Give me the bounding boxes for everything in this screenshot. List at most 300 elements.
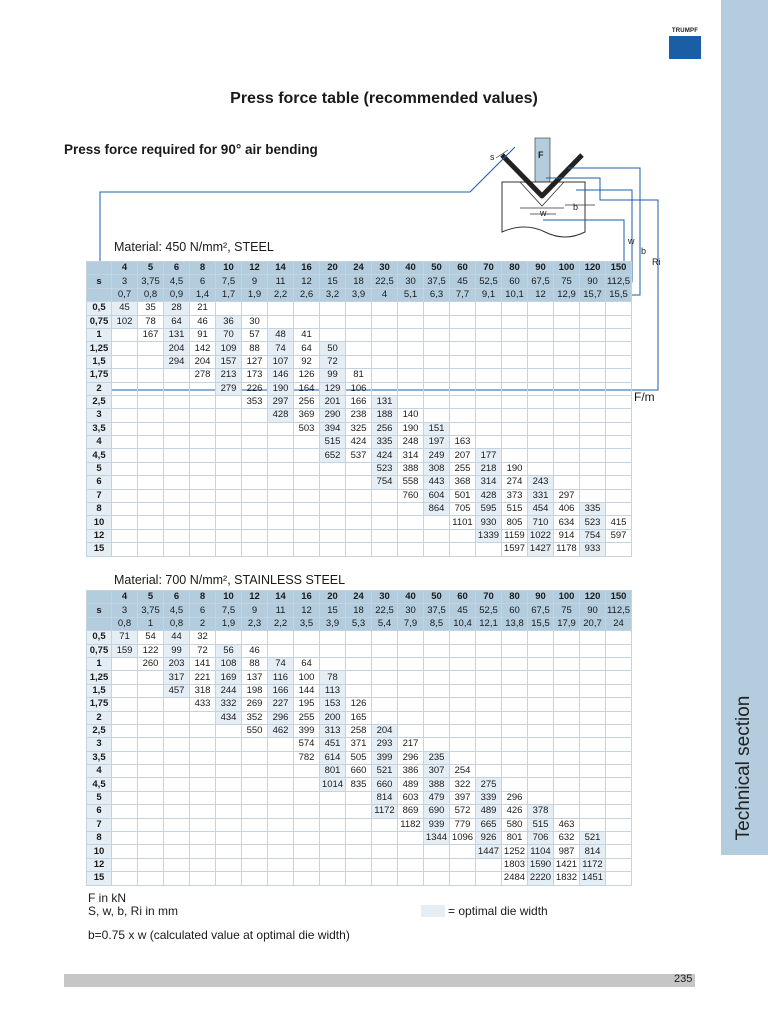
force-cell: 142 (190, 342, 216, 355)
force-cell: 195 (294, 698, 320, 711)
force-cell (450, 355, 476, 368)
header-cell-w: 4 (112, 591, 138, 604)
steel-material-label: Material: 450 N/mm², STEEL (114, 240, 274, 254)
force-cell: 314 (476, 476, 502, 489)
force-cell (164, 369, 190, 382)
force-cell (398, 845, 424, 858)
force-cell (138, 724, 164, 737)
force-cell (554, 698, 580, 711)
table-row (87, 631, 632, 644)
force-cell: 92 (294, 355, 320, 368)
force-cell (294, 462, 320, 475)
force-cell (606, 422, 632, 435)
force-cell (398, 395, 424, 408)
force-cell (190, 476, 216, 489)
force-cell: 368 (450, 476, 476, 489)
force-cell (372, 302, 398, 315)
force-cell: 1022 (528, 529, 554, 542)
force-cell (320, 644, 346, 657)
force-cell (242, 302, 268, 315)
force-cell: 939 (424, 818, 450, 831)
force-cell: 64 (294, 342, 320, 355)
force-cell (112, 369, 138, 382)
formula-note: b=0.75 x w (calculated value at optimal die width) (88, 928, 350, 942)
force-cell (320, 302, 346, 315)
table-row (87, 476, 632, 489)
row-thickness-cell: 0,75 (87, 644, 112, 657)
force-cell (216, 422, 242, 435)
force-cell: 914 (554, 529, 580, 542)
force-cell (242, 476, 268, 489)
header-cell-b: 75 (554, 604, 580, 617)
force-cell (190, 516, 216, 529)
force-cell (112, 791, 138, 804)
force-cell: 201 (320, 395, 346, 408)
header-cell-ri: 10,1 (502, 288, 528, 301)
force-cell: 835 (346, 778, 372, 791)
row-thickness-cell: 5 (87, 791, 112, 804)
force-cell (190, 778, 216, 791)
force-cell: 44 (164, 631, 190, 644)
force-cell (424, 644, 450, 657)
force-cell (216, 449, 242, 462)
force-cell (528, 724, 554, 737)
force-cell: 200 (320, 711, 346, 724)
legend-text: = optimal die width (448, 904, 548, 918)
force-cell (476, 342, 502, 355)
force-cell (242, 543, 268, 556)
force-cell: 1172 (372, 805, 398, 818)
force-cell (580, 369, 606, 382)
force-cell (268, 422, 294, 435)
force-cell: 1172 (580, 858, 606, 871)
table-row (87, 382, 632, 395)
header-cell-ri: 3,5 (294, 617, 320, 630)
force-cell: 204 (372, 724, 398, 737)
force-cell (268, 765, 294, 778)
header-cell-w: 16 (294, 262, 320, 275)
thickness-label: s (490, 152, 495, 162)
header-cell-w: 16 (294, 591, 320, 604)
force-cell: 933 (580, 543, 606, 556)
force-cell (502, 315, 528, 328)
force-cell: 190 (398, 422, 424, 435)
force-cell (450, 422, 476, 435)
force-cell (450, 315, 476, 328)
force-cell (580, 778, 606, 791)
force-cell (580, 698, 606, 711)
force-cell: 127 (242, 355, 268, 368)
header-cell-ri: 7,7 (450, 288, 476, 301)
force-cell (216, 503, 242, 516)
force-cell (554, 355, 580, 368)
force-cell (190, 382, 216, 395)
force-cell: 71 (112, 631, 138, 644)
force-cell (164, 698, 190, 711)
force-cell (216, 805, 242, 818)
header-cell-w: 10 (216, 262, 242, 275)
force-cell (242, 631, 268, 644)
force-cell (242, 805, 268, 818)
header-cell-w: 80 (502, 262, 528, 275)
force-cell (450, 302, 476, 315)
force-cell (424, 516, 450, 529)
header-cell-b: 90 (580, 275, 606, 288)
force-cell: 869 (398, 805, 424, 818)
force-cell (346, 516, 372, 529)
header-cell-ri: 0,8 (164, 617, 190, 630)
force-cell (346, 818, 372, 831)
force-cell (190, 751, 216, 764)
force-cell (138, 369, 164, 382)
force-cell (372, 529, 398, 542)
force-cell (398, 315, 424, 328)
force-cell (424, 302, 450, 315)
force-cell (554, 738, 580, 751)
force-cell (216, 302, 242, 315)
force-cell (398, 503, 424, 516)
force-cell (138, 671, 164, 684)
force-cell (476, 315, 502, 328)
force-cell: 1104 (528, 845, 554, 858)
table-row (87, 832, 632, 845)
force-cell (424, 543, 450, 556)
force-cell (346, 476, 372, 489)
force-cell (450, 543, 476, 556)
force-cell (268, 751, 294, 764)
force-cell (424, 631, 450, 644)
force-cell (164, 422, 190, 435)
force-cell: 433 (190, 698, 216, 711)
row-thickness-cell: 1,75 (87, 698, 112, 711)
table-row (87, 489, 632, 502)
force-cell: 197 (424, 436, 450, 449)
row-thickness-cell: 15 (87, 872, 112, 885)
force-cell: 424 (372, 449, 398, 462)
force-cell (606, 724, 632, 737)
header-cell-b: 7,5 (216, 604, 242, 617)
force-cell (398, 516, 424, 529)
force-cell (424, 711, 450, 724)
header-cell-b: 22,5 (372, 275, 398, 288)
force-cell (528, 355, 554, 368)
force-cell (424, 858, 450, 871)
table-row (87, 858, 632, 871)
force-cell (606, 832, 632, 845)
force-cell (138, 543, 164, 556)
force-cell (346, 489, 372, 502)
row-thickness-cell: 8 (87, 503, 112, 516)
header-cell-w: 50 (424, 262, 450, 275)
force-cell: 116 (268, 671, 294, 684)
force-cell (112, 503, 138, 516)
force-cell: 108 (216, 657, 242, 670)
force-cell (398, 543, 424, 556)
force-cell (398, 724, 424, 737)
force-cell (476, 543, 502, 556)
force-cell (528, 315, 554, 328)
force-cell (164, 503, 190, 516)
force-cell (372, 328, 398, 341)
force-cell (294, 503, 320, 516)
force-cell: 278 (190, 369, 216, 382)
force-cell: 434 (216, 711, 242, 724)
force-cell (294, 543, 320, 556)
header-cell-w: 120 (580, 591, 606, 604)
force-cell (580, 302, 606, 315)
force-cell (450, 342, 476, 355)
force-cell (528, 751, 554, 764)
force-cell (242, 778, 268, 791)
force-cell (294, 858, 320, 871)
header-cell-ri: 2,2 (268, 617, 294, 630)
header-label-cell (87, 591, 112, 604)
force-cell (216, 462, 242, 475)
force-cell (112, 328, 138, 341)
force-cell (502, 409, 528, 422)
force-cell (554, 805, 580, 818)
row-thickness-cell: 3,5 (87, 422, 112, 435)
force-cell (320, 543, 346, 556)
force-cell (138, 516, 164, 529)
header-cell-w: 150 (606, 262, 632, 275)
header-cell-w: 100 (554, 262, 580, 275)
force-cell (580, 342, 606, 355)
force-cell (424, 342, 450, 355)
force-cell: 166 (346, 395, 372, 408)
table-row (87, 791, 632, 804)
length-unit: S, w, b, Ri in mm (88, 904, 179, 918)
force-cell (190, 832, 216, 845)
force-cell (398, 369, 424, 382)
force-cell (294, 765, 320, 778)
header-label-cell (87, 288, 112, 301)
force-cell: 54 (138, 631, 164, 644)
force-cell (216, 489, 242, 502)
force-cell (502, 671, 528, 684)
force-cell: 293 (372, 738, 398, 751)
force-cell (294, 644, 320, 657)
force-cell: 660 (372, 778, 398, 791)
table-row (87, 315, 632, 328)
table-row (87, 355, 632, 368)
force-cell (112, 489, 138, 502)
force-cell (476, 858, 502, 871)
force-cell (268, 832, 294, 845)
force-cell: 462 (268, 724, 294, 737)
force-cell (216, 476, 242, 489)
force-cell (112, 805, 138, 818)
row-thickness-cell: 0,5 (87, 631, 112, 644)
header-cell-w: 5 (138, 591, 164, 604)
force-cell (294, 489, 320, 502)
force-cell: 256 (372, 422, 398, 435)
force-cell: 801 (502, 832, 528, 845)
force-cell (112, 436, 138, 449)
table-row (87, 818, 632, 831)
force-cell (294, 778, 320, 791)
force-cell: 204 (190, 355, 216, 368)
force-cell: 48 (268, 328, 294, 341)
force-cell (216, 395, 242, 408)
force-cell (554, 409, 580, 422)
header-cell-w: 120 (580, 262, 606, 275)
force-cell (112, 698, 138, 711)
force-cell (242, 422, 268, 435)
header-cell-b: 52,5 (476, 604, 502, 617)
force-cell: 275 (476, 778, 502, 791)
row-thickness-cell: 2 (87, 382, 112, 395)
force-cell (450, 872, 476, 885)
force-cell (424, 395, 450, 408)
force-cell (138, 751, 164, 764)
force-cell: 779 (450, 818, 476, 831)
force-cell: 297 (268, 395, 294, 408)
force-cell (138, 395, 164, 408)
force-cell (190, 462, 216, 475)
force-cell: 243 (528, 476, 554, 489)
force-cell: 46 (190, 315, 216, 328)
header-cell-b: 12 (294, 604, 320, 617)
force-cell: 335 (372, 436, 398, 449)
header-cell-w: 8 (190, 591, 216, 604)
force-cell (424, 845, 450, 858)
force-cell (112, 462, 138, 475)
force-cell (268, 738, 294, 751)
row-thickness-cell: 10 (87, 845, 112, 858)
force-cell: 521 (372, 765, 398, 778)
force-cell: 660 (346, 765, 372, 778)
row-thickness-cell: 4 (87, 765, 112, 778)
force-cell (138, 355, 164, 368)
force-cell (268, 818, 294, 831)
force-cell: 1159 (502, 529, 528, 542)
force-cell (606, 872, 632, 885)
force-cell (138, 805, 164, 818)
force-cell (242, 738, 268, 751)
force-cell: 501 (450, 489, 476, 502)
force-cell: 131 (372, 395, 398, 408)
force-cell: 399 (372, 751, 398, 764)
stainless-force-table (86, 590, 632, 886)
force-cell (346, 845, 372, 858)
force-cell: 163 (450, 436, 476, 449)
force-cell: 388 (398, 462, 424, 475)
force-cell: 335 (580, 503, 606, 516)
force-cell (476, 698, 502, 711)
force-cell: 801 (320, 765, 346, 778)
force-cell: 109 (216, 342, 242, 355)
force-cell (580, 489, 606, 502)
force-cell: 394 (320, 422, 346, 435)
force-cell (398, 355, 424, 368)
force-unit: F in kN (88, 891, 127, 905)
force-cell: 64 (164, 315, 190, 328)
force-cell: 1101 (450, 516, 476, 529)
force-cell (372, 516, 398, 529)
force-cell (216, 516, 242, 529)
header-cell-ri: 3,2 (320, 288, 346, 301)
force-cell (606, 315, 632, 328)
force-cell (580, 382, 606, 395)
table-row (87, 395, 632, 408)
force-cell: 706 (528, 832, 554, 845)
force-cell (346, 543, 372, 556)
force-cell (164, 805, 190, 818)
force-cell (398, 872, 424, 885)
table-row (87, 409, 632, 422)
force-cell (528, 765, 554, 778)
force-cell: 190 (502, 462, 528, 475)
force-cell (606, 543, 632, 556)
force-cell (606, 711, 632, 724)
force-cell (398, 644, 424, 657)
force-cell (216, 409, 242, 422)
force-cell (320, 791, 346, 804)
force-cell (528, 711, 554, 724)
header-cell-ri: 1,4 (190, 288, 216, 301)
force-cell (528, 738, 554, 751)
force-cell (528, 449, 554, 462)
force-cell (164, 738, 190, 751)
header-cell-w: 60 (450, 262, 476, 275)
header-cell-b: 11 (268, 275, 294, 288)
row-thickness-cell: 10 (87, 516, 112, 529)
header-cell-w: 70 (476, 591, 502, 604)
force-cell (164, 791, 190, 804)
force-cell (216, 858, 242, 871)
header-cell-b: 3 (112, 604, 138, 617)
force-cell (580, 449, 606, 462)
force-cell: 296 (502, 791, 528, 804)
row-thickness-cell: 4,5 (87, 449, 112, 462)
force-cell (112, 543, 138, 556)
header-cell-b: 60 (502, 275, 528, 288)
force-cell (502, 644, 528, 657)
force-cell (216, 872, 242, 885)
force-cell: 221 (190, 671, 216, 684)
b-label: b (641, 246, 647, 256)
header-cell-w: 80 (502, 591, 528, 604)
force-cell (164, 529, 190, 542)
header-cell-w: 10 (216, 591, 242, 604)
header-row-w (87, 262, 632, 275)
steel-force-table (86, 261, 632, 557)
force-cell (554, 644, 580, 657)
force-cell (112, 529, 138, 542)
force-cell: 523 (580, 516, 606, 529)
force-cell (164, 872, 190, 885)
force-cell: 173 (242, 369, 268, 382)
force-cell: 353 (242, 395, 268, 408)
force-cell (580, 738, 606, 751)
force-cell (372, 543, 398, 556)
force-cell: 595 (476, 503, 502, 516)
force-cell (554, 302, 580, 315)
force-cell (190, 791, 216, 804)
header-cell-b: 9 (242, 604, 268, 617)
force-cell: 207 (450, 449, 476, 462)
force-cell (398, 858, 424, 871)
force-cell (294, 818, 320, 831)
force-cell (190, 436, 216, 449)
force-cell (476, 436, 502, 449)
force-cell (450, 858, 476, 871)
header-cell-w: 5 (138, 262, 164, 275)
header-cell-w: 150 (606, 591, 632, 604)
force-cell (190, 711, 216, 724)
force-cell (580, 422, 606, 435)
